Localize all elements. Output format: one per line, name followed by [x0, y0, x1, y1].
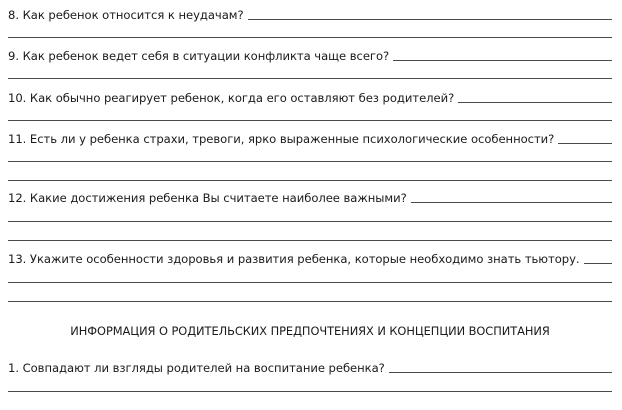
question-11-text: 11. Есть ли у ребенка страхи, тревоги, ярко выраженные психологические особенности?	[8, 132, 555, 146]
question-11-answer-line-2[interactable]	[8, 161, 612, 162]
question-8-row	[8, 4, 612, 22]
section-question-1-answer-line[interactable]	[389, 371, 612, 373]
question-13-answer-line-2[interactable]	[8, 282, 612, 283]
question-10-answer-line[interactable]	[458, 101, 612, 103]
section-heading: ИНФОРМАЦИЯ О РОДИТЕЛЬСКИХ ПРЕДПОЧТЕНИЯХ И КОНЦЕПЦИИ ВОСПИТАНИЯ	[70, 324, 550, 338]
question-10-text: 10. Как обычно реагирует ребенок, когда его оставляют без родителей?	[8, 91, 455, 105]
question-12-row	[8, 187, 612, 205]
question-10-answer-line-2[interactable]	[8, 120, 612, 121]
question-12-answer-line-3[interactable]	[8, 240, 612, 241]
question-12-text: 12. Какие достижения ребенка Вы считаете наиболее важными?	[8, 191, 407, 205]
question-13-answer-line[interactable]	[584, 262, 612, 264]
question-8-answer-line[interactable]	[248, 18, 612, 20]
section-question-1-answer-line-2[interactable]	[8, 391, 612, 392]
question-9-answer-line-2[interactable]	[8, 78, 612, 79]
question-12-answer-line[interactable]	[411, 201, 612, 203]
section-question-1-text: 1. Совпадают ли взгляды родителей на воспитание ребенка?	[8, 361, 385, 375]
section-question-1-row	[8, 357, 612, 375]
question-9-row	[8, 45, 612, 63]
question-9-text: 9. Как ребенок ведет себя в ситуации конфликта чаще всего?	[8, 49, 390, 63]
question-13-row	[8, 248, 612, 266]
question-8-text: 8. Как ребенок относится к неудачам?	[8, 8, 244, 22]
question-13-text: 13. Укажите особенности здоровья и развития ребенка, которые необходимо знать тьютору.	[8, 252, 580, 266]
question-10-row	[8, 87, 612, 105]
question-12-answer-line-2[interactable]	[8, 221, 612, 222]
question-11-answer-line[interactable]	[558, 142, 612, 144]
question-11-answer-line-3[interactable]	[8, 180, 612, 181]
question-11-row	[8, 128, 612, 146]
question-8-answer-line-2[interactable]	[8, 37, 612, 38]
question-9-answer-line[interactable]	[393, 59, 612, 61]
question-13-answer-line-3[interactable]	[8, 301, 612, 302]
